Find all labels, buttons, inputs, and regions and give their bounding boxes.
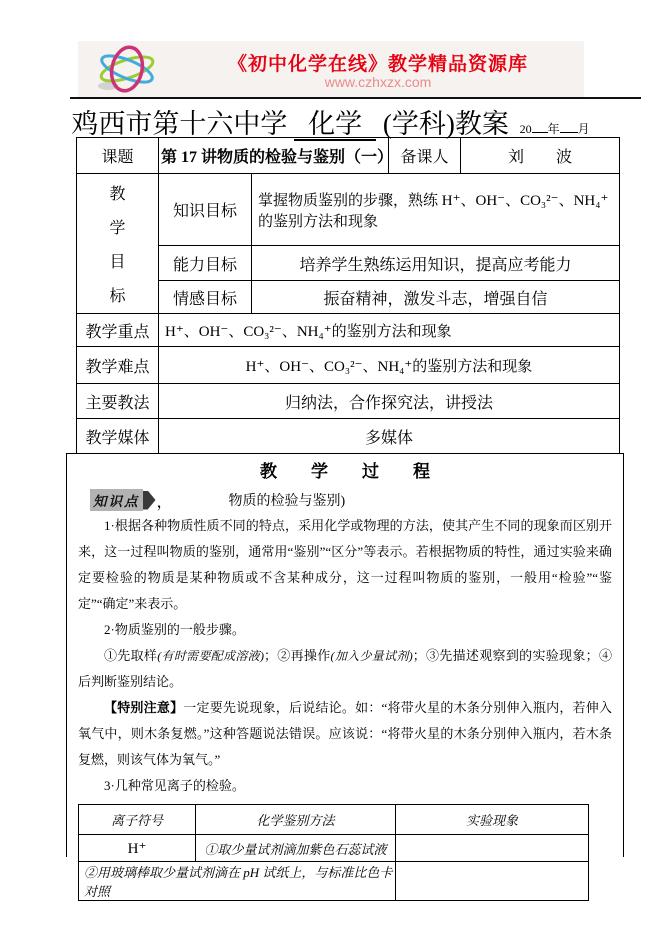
ability-label-cell: 能力目标 <box>159 246 252 281</box>
observation-header: 实验现象 <box>396 805 589 835</box>
goal-char: 学 <box>109 220 126 237</box>
paragraph-steps-title: 2·物质鉴别的一般步骤。 <box>104 622 245 637</box>
school-name: 鸡西市第十六中学 <box>71 109 288 139</box>
ion-symbol-header: 离子符号 <box>79 805 196 835</box>
goal-char: 标 <box>109 288 126 305</box>
paragraph-steps <box>78 643 612 695</box>
topic-value-cell: 第 17 讲物质的检验与鉴别（一） <box>159 138 389 174</box>
teaching-process-section <box>66 453 624 899</box>
goal-vertical-label <box>79 176 156 312</box>
difficulty-label-cell: 教学难点 <box>77 347 159 384</box>
paragraph-ions-title: 3·几种常见离子的检验。 <box>104 778 245 793</box>
site-header <box>78 41 584 97</box>
ion-symbol-cell: H⁺ <box>79 835 196 862</box>
step-text: ；③先描述观察到的实验现象；④后判断鉴别结论。 <box>78 648 612 689</box>
table-row <box>77 384 620 419</box>
preparer-value-cell: 刘 波 <box>461 138 620 174</box>
step-text: ①先取样 <box>104 648 158 663</box>
year-char: 年 <box>547 122 560 136</box>
table-row <box>79 835 589 862</box>
table-row <box>79 862 589 901</box>
knowledge-value-cell: 掌握物质鉴别的步骤，熟练 H⁺、OH⁻、CO₃²⁻、NH₄⁺ 的鉴别方法和现象 <box>252 174 620 246</box>
table-row <box>77 314 620 347</box>
table-row <box>77 174 620 246</box>
date-prefix: 20 <box>519 122 532 136</box>
brand-url: www.czhxzx.com <box>324 74 432 90</box>
special-note-label: 【特别注意】 <box>104 700 184 715</box>
table-row <box>77 419 620 454</box>
method-cell-ph: ②用玻璃棒取少量试剂滴在 pH 试纸上，与标准比色卡对照 <box>79 862 396 901</box>
difficulty-value-cell: H⁺、OH⁻、CO₃²⁻、NH₄⁺的鉴别方法和现象 <box>159 347 620 384</box>
arrow-right-icon <box>143 491 156 510</box>
key-label-cell: 教学重点 <box>77 314 159 347</box>
brand-title: 《初中化学在线》教学精品资源库 <box>227 54 528 75</box>
method-value-cell: 归纳法，合作探究法，讲授法 <box>159 384 620 419</box>
date-blanks <box>520 122 590 136</box>
observation-cell <box>396 862 589 901</box>
observation-cell <box>396 835 589 862</box>
step-note: (有时需要配成溶液) <box>157 649 264 663</box>
method-cell: ①取少量试剂滴加紫色石蕊试液 <box>196 835 396 862</box>
emotion-label-cell: 情感目标 <box>159 281 252 314</box>
ion-test-table <box>78 804 589 901</box>
month-blank-line <box>560 120 578 133</box>
topic-label-cell: 课题 <box>77 138 159 174</box>
ability-value-cell: 培养学生熟练运用知识，提高应考能力 <box>252 246 620 281</box>
goal-label-cell <box>77 174 159 314</box>
preparer-label-cell: 备课人 <box>389 138 461 174</box>
table-row <box>77 281 620 314</box>
header-divider <box>70 97 641 99</box>
method-header: 化学鉴别方法 <box>196 805 396 835</box>
table-row <box>77 347 620 384</box>
title-suffix: (学科)教案 <box>382 109 509 139</box>
goal-char: 教 <box>109 186 126 203</box>
process-title: 教 学 过 程 <box>260 462 430 481</box>
lesson-info-table <box>76 137 620 454</box>
method-label-cell: 主要教法 <box>77 384 159 419</box>
media-label-cell: 教学媒体 <box>77 419 159 454</box>
paragraph-definition: 1·根据各种物质性质不同的特点，采用化学或物理的方法，使其产生不同的现象而区别开来，这一过程叫物质的鉴别，通常用“鉴别”“区分”等表示。若根据物质的特性，通过实验来确定要检验的物质是某种物质或不含某种成分，这一过程叫物质的鉴别，一般用“检验”“鉴定”“确定”来表示。 <box>78 518 612 611</box>
step-note: (加入少量试剂) <box>330 649 413 663</box>
knowledge-label-cell: 知识目标 <box>159 174 252 246</box>
table-row <box>77 138 620 174</box>
paragraph-special-note <box>78 695 612 773</box>
table-row <box>79 805 589 835</box>
emotion-value-cell: 振奋精神，激发斗志，增强自信 <box>252 281 620 314</box>
key-value-cell: H⁺、OH⁻、CO₃²⁻、NH₄⁺的鉴别方法和现象 <box>159 314 620 347</box>
table-row <box>77 246 620 281</box>
document-title <box>0 102 661 141</box>
month-char: 月 <box>577 122 590 136</box>
media-value-cell: 多媒体 <box>159 419 620 454</box>
knowledge-point-badge: 知识点 <box>90 489 143 511</box>
knowledge-point-line <box>78 489 612 511</box>
step-text: ；②再操作 <box>264 648 331 663</box>
goal-char: 目 <box>109 254 126 271</box>
subject-name: 化学 <box>294 109 376 141</box>
atom-logo-icon <box>88 44 166 94</box>
special-note-text: 一定要先说现象，后说结论。如：“将带火星的木条分别伸入瓶内，若伸入氧气中，则木条复燃。”这种答题说法错误。应该说：“将带火星的木条分别伸入瓶内，若木条复燃，则该气体为氧气。” <box>78 700 612 767</box>
badge-comma: ， <box>156 493 173 511</box>
year-blank-line <box>532 120 548 133</box>
knowledge-point-topic: 物质的检验与鉴别) <box>228 494 346 509</box>
